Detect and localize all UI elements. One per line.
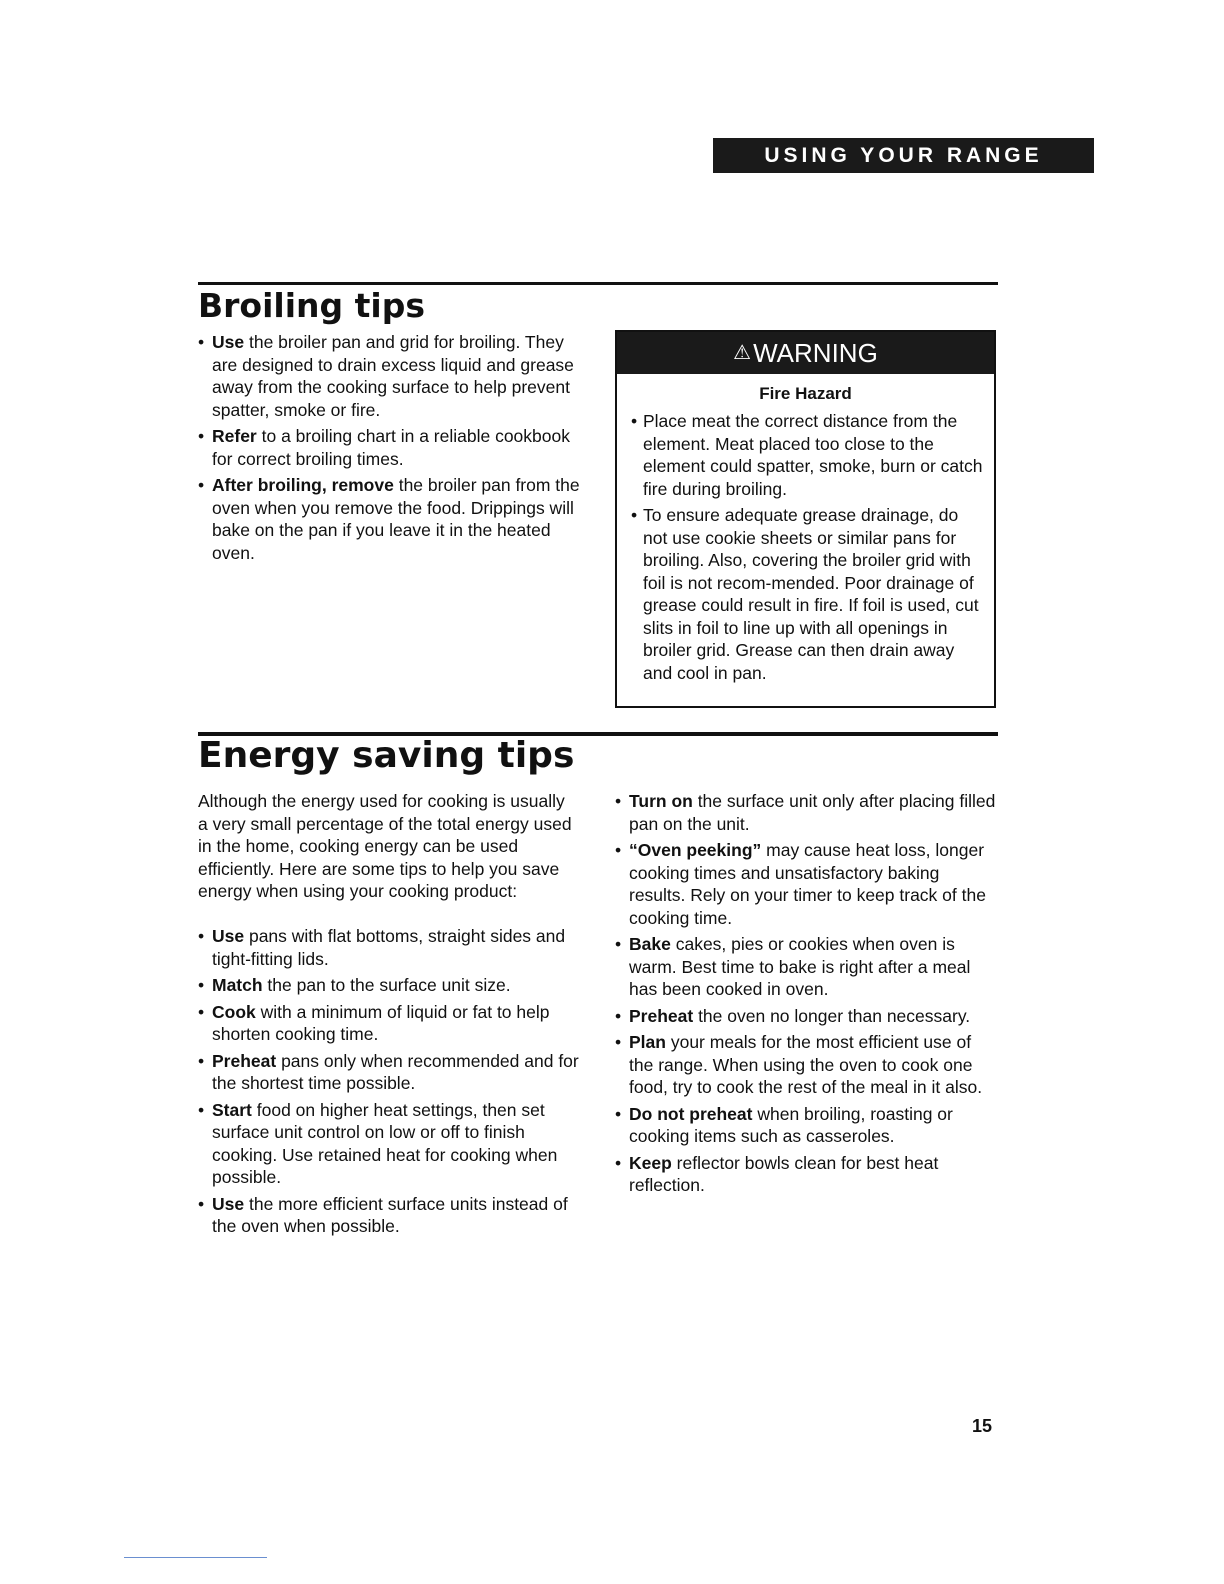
broiling-title: Broiling tips xyxy=(198,286,425,325)
warning-list xyxy=(631,410,984,684)
broiling-tips-list xyxy=(198,331,593,568)
tip-text: pans only when recommended and for the shortest time possible. xyxy=(212,1050,579,1093)
list-item xyxy=(615,1103,1000,1148)
tip-lead: Turn on xyxy=(629,791,693,811)
list-item xyxy=(198,331,593,421)
tip-lead: After broiling, remove xyxy=(212,475,394,495)
tip-text: cakes, pies or cookies when oven is warm. Best time to bake is right after a meal has been cooked in oven. xyxy=(629,934,971,999)
tip-text: when broiling, roasting or cooking items such as casseroles. xyxy=(629,1103,953,1146)
tip-text: may cause heat loss, longer cooking times and unsatisfactory baking results. Rely on your timer to keep track of the cooking time. xyxy=(629,840,986,928)
list-item xyxy=(198,474,593,564)
list-item: • To ensure adequate grease drainage, do not use cookie sheets or similar pans for broiling. Also, covering the broiler grid with foil is not recom-mended. Poor drainage of grease could result in fire. If foil is used, cut slits in foil to line up with all openings in broiler grid. Grease can then drain away and cool in pan. xyxy=(631,504,984,684)
tip-lead: Start xyxy=(212,1099,252,1120)
tip-lead: “Oven peeking” xyxy=(629,840,762,860)
tip-lead: Use xyxy=(212,1193,245,1214)
tip-lead: Bake xyxy=(629,934,671,954)
tip-text: the broiler pan from the oven when you remove the food. Drippings will bake on the pan if you leave it in the heated oven. xyxy=(212,475,580,563)
tip-text: the broiler pan and grid for broiling. They are designed to drain excess liquid and grease away from the cooking surface to help prevent spatter, smoke or fire. xyxy=(212,332,574,420)
tip-text: with a minimum of liquid or fat to help shorten cooking time. xyxy=(212,1001,550,1044)
tip-text: food on higher heat settings, then set surface unit control on low or off to finish cooking. Use retained heat for cooking when possible. xyxy=(212,1099,558,1187)
list-item xyxy=(198,1099,588,1189)
tip-text: the surface unit only after placing filled pan on the unit. xyxy=(629,791,996,834)
tip-text: pans with flat bottoms, straight sides and tight-fitting lids. xyxy=(212,926,566,969)
list-item xyxy=(198,425,593,470)
energy-intro: Although the energy used for cooking is usually a very small percentage of the total energy used in the home, cooking energy can be used efficiently. Here are some tips to help you save energy when using your cooking product: xyxy=(198,791,572,901)
tip-text: the more efficient surface units instead of the oven when possible. xyxy=(212,1193,568,1236)
list-item xyxy=(198,1001,588,1046)
page-number: 15 xyxy=(972,1416,993,1436)
fire-hazard-warning xyxy=(615,330,996,708)
warning-header xyxy=(617,332,994,374)
broiling-top-rule xyxy=(198,282,998,285)
tip-text: the oven no longer than necessary. xyxy=(693,1005,971,1026)
list-item xyxy=(615,933,1000,1001)
list-item xyxy=(615,839,1000,929)
list-item xyxy=(615,1031,1000,1099)
tip-lead: Plan xyxy=(629,1032,666,1052)
tip-lead: Use xyxy=(212,332,245,352)
tip-lead: Cook xyxy=(212,1001,256,1022)
tip-text: the pan to the surface unit size. xyxy=(262,975,511,995)
warning-triangle-icon: ⚠ xyxy=(733,341,752,364)
list-item xyxy=(198,974,588,997)
tip-lead: Keep xyxy=(629,1152,672,1173)
list-item xyxy=(615,790,1000,835)
energy-title: Energy saving tips xyxy=(198,735,575,776)
footer-divider xyxy=(124,1557,267,1558)
tip-lead: Match xyxy=(212,975,263,995)
list-item xyxy=(198,1193,588,1238)
tip-text: your meals for the most efficient use of the range. When using the oven to cook one food, try to cook the rest of the meal in it also. xyxy=(629,1032,983,1097)
tip-lead: Do not preheat xyxy=(629,1103,753,1124)
energy-right-tips xyxy=(615,790,1000,1201)
warning-label: WARNING xyxy=(753,337,878,368)
list-item xyxy=(198,1050,588,1095)
tip-lead: Use xyxy=(212,926,245,946)
energy-left-tips xyxy=(198,925,588,1242)
list-item xyxy=(615,1005,1000,1028)
section-label: USING YOUR RANGE xyxy=(764,143,1043,167)
warning-subtitle: Fire Hazard xyxy=(759,384,852,403)
list-item: • Place meat the correct distance from the element. Meat placed too close to the element could spatter, smoke, burn or catch fire during broiling. xyxy=(631,410,984,500)
list-item xyxy=(198,925,588,970)
tip-lead: Refer xyxy=(212,426,257,446)
tip-lead: Preheat xyxy=(212,1050,277,1071)
section-header-bar xyxy=(713,138,1094,173)
tip-lead: Preheat xyxy=(629,1005,694,1026)
tip-text: reflector bowls clean for best heat reflection. xyxy=(629,1152,939,1195)
list-item xyxy=(615,1152,1000,1197)
tip-text: to a broiling chart in a reliable cookbook for correct broiling times. xyxy=(212,426,570,469)
